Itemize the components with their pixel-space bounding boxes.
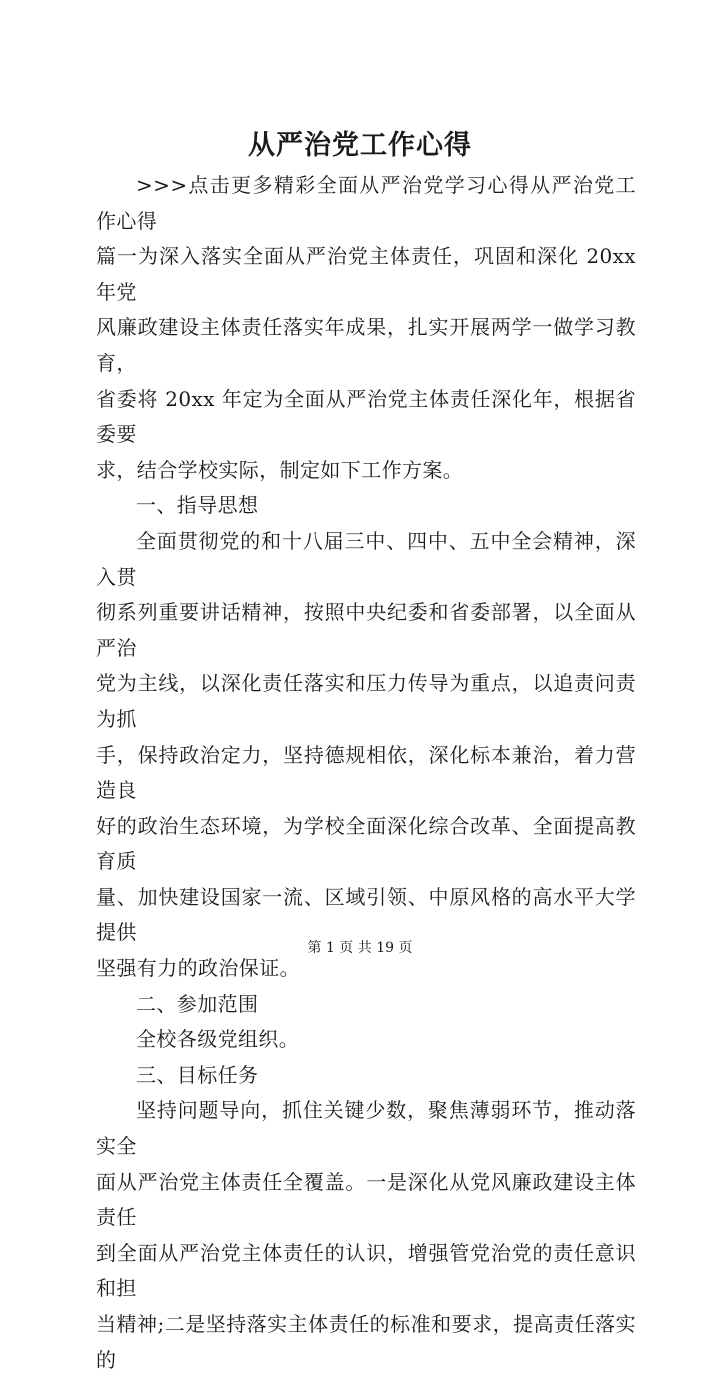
body-line: >>>点击更多精彩全面从严治党学习心得从严治党工作心得 xyxy=(96,173,636,233)
page-number-footer: 第 1 页 共 19 页 xyxy=(307,940,413,956)
body-line: 省委将 20xx 年定为全面从严治党主体责任深化年，根据省委要 xyxy=(96,386,636,447)
body-line: 全校各级党组织。 xyxy=(136,1027,300,1052)
body-line: 坚持问题导向，抓住关键少数，聚焦薄弱环节，推动落实全 xyxy=(96,1098,636,1159)
section-heading: 二、参加范围 xyxy=(136,991,259,1016)
body-line: 党为主线，以深化责任落实和压力传导为重点，以追责问责为抓 xyxy=(96,671,636,731)
body-line: 量、加快建设国家一流、区域引领、中原风格的高水平大学提供 xyxy=(96,884,636,945)
body-line: 全面贯彻党的和十八届三中、四中、五中全会精神，深入贯 xyxy=(96,528,636,589)
document-body xyxy=(96,168,643,1378)
body-line: 篇一为深入落实全面从严治党主体责任，巩固和深化 20xx 年党 xyxy=(96,244,643,304)
body-line: 求，结合学校实际，制定如下工作方案。 xyxy=(96,457,464,482)
section-heading: 三、目标任务 xyxy=(136,1062,259,1087)
body-line: 坚强有力的政治保证。 xyxy=(96,956,300,981)
body-line: 当精神;二是坚持落实主体责任的标准和要求，提高责任落实的 xyxy=(96,1312,636,1372)
body-line: 到全面从严治党主体责任的认识，增强管党治党的责任意识和担 xyxy=(96,1240,636,1301)
body-line: 彻系列重要讲话精神，按照中央纪委和省委部署，以全面从严治 xyxy=(96,600,636,660)
body-line: 风廉政建设主体责任落实年成果，扎实开展两学一做学习教育， xyxy=(96,315,636,375)
document-title: 从严治党工作心得 xyxy=(248,130,472,161)
section-heading: 一、指导思想 xyxy=(136,493,259,518)
body-line: 手，保持政治定力，坚持德规相依，深化标本兼治，着力营造良 xyxy=(96,742,636,803)
body-line: 好的政治生态环境，为学校全面深化综合改革、全面提高教育质 xyxy=(96,813,636,874)
body-line: 面从严治党主体责任全覆盖。一是深化从党风廉政建设主体责任 xyxy=(96,1169,636,1230)
